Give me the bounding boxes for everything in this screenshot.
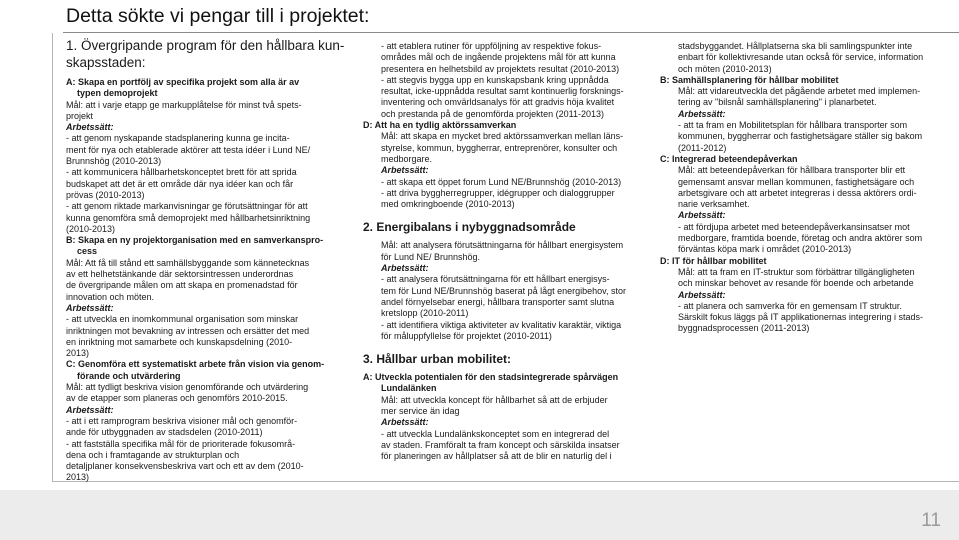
subheading: C: Genomföra ett systematiskt arbete från vision via genom- bbox=[66, 359, 325, 370]
method-label: Arbetssätt: bbox=[381, 165, 429, 176]
subheading: D: Att ha en tydlig aktörssamverkan bbox=[363, 120, 517, 131]
goal-text: Mål: att utveckla koncept för hållbarhet så att de erbjuder bbox=[381, 394, 608, 405]
body-line: (2010-2013) bbox=[66, 223, 116, 234]
method-label: Arbetssätt: bbox=[381, 263, 429, 274]
method-label: Arbetssätt: bbox=[66, 404, 114, 415]
method-label: Arbetssätt: bbox=[678, 210, 726, 221]
body-line: de övergripande målen om att skapa en promenadstad för bbox=[66, 280, 298, 291]
body-line: för Lund NE/ Brunnshög. bbox=[381, 251, 481, 262]
body-line: medborgare. bbox=[381, 153, 433, 164]
body-line: av ett helhetstänkande där sektorsintressen underordnas bbox=[66, 269, 294, 280]
section-heading: 3. Hållbar urban mobilitet: bbox=[363, 352, 512, 367]
body-line: medborgare, framtida boende, företag och andra aktörer som bbox=[678, 233, 923, 244]
goal-text: Mål: att analysera förutsättningarna för hållbart energisystem bbox=[381, 240, 624, 251]
method-label: Arbetssätt: bbox=[66, 302, 114, 313]
method-label: Arbetssätt: bbox=[66, 122, 114, 133]
section-heading: 2. Energibalans i nybyggnadsområde bbox=[363, 220, 576, 235]
body-line: dena och i framtagande av strukturplan och bbox=[66, 449, 240, 460]
column-right bbox=[660, 41, 930, 335]
body-line: ande för utbyggnaden av stadsdelen (2010-2011) bbox=[66, 427, 263, 438]
body-line: presentera en helhetsbild av projektets resultat (2010-2013) bbox=[381, 63, 620, 74]
body-line: - att stegvis bygga upp en kunskapsbank kring uppnådda bbox=[381, 74, 609, 85]
body-line: budskapet att det är ett område där nya idéer kan och får bbox=[66, 178, 294, 189]
body-line: och prestanda på de genomförda projekten (2011-2013) bbox=[381, 108, 604, 119]
body-line: och minskar behovet av resande för boende och arbetande bbox=[678, 278, 914, 289]
body-line: 2013) bbox=[66, 472, 90, 483]
subheading-cont: cess bbox=[77, 246, 98, 257]
body-line: tering av "bilsnål samhällsplanering" i planarbetet. bbox=[678, 97, 877, 108]
body-line: styrelse, kommun, byggherrar, entreprenörer, konsulter och bbox=[381, 142, 618, 153]
method-label: Arbetssätt: bbox=[678, 108, 726, 119]
body-line: byggnadsprocessen (2011-2013) bbox=[678, 323, 810, 334]
footer-bar bbox=[0, 490, 959, 540]
body-line: mer service än idag bbox=[381, 406, 460, 417]
subheading: B: Skapa en ny projektorganisation med en samverkanspro- bbox=[66, 235, 324, 246]
goal-text: Mål: att tydligt beskriva vision genomförande och utvärdering bbox=[66, 382, 309, 393]
subheading: B: Samhällsplanering för hållbar mobilitet bbox=[660, 74, 839, 85]
body-line: - att ta fram en Mobilitetsplan för hållbara transporter som bbox=[678, 120, 908, 131]
page-number: 11 bbox=[921, 510, 941, 531]
body-line: områdes mål och de ingående projektens mål för att kunna bbox=[381, 52, 616, 63]
body-line: Särskilt fokus läggs på IT applikationernas integrering i stads- bbox=[678, 312, 923, 323]
body-line: stadsbyggandet. Hållplatserna ska bli samlingspunkter inte bbox=[678, 41, 913, 51]
section-heading: 1. Övergripande program för den hållbara kun- bbox=[66, 38, 345, 53]
body-line: - att planera och samverka för en gemensam IT struktur. bbox=[678, 300, 902, 311]
body-line: - att genom riktade markanvisningar ge förutsättningar för att bbox=[66, 201, 308, 212]
body-line: - att utveckla en inomkommunal organisation som minskar bbox=[66, 314, 299, 325]
body-line: arbetsgivare och att arbetet integreras i dessa aktörers ordi- bbox=[678, 187, 917, 198]
body-line: - att identifiera viktiga aktiviteter av kvalitativ karaktär, viktiga bbox=[381, 319, 622, 330]
body-line: - att i ett ramprogram beskriva visioner mål och genomför- bbox=[66, 415, 298, 426]
body-line: 2013) bbox=[66, 348, 90, 359]
body-line: enbart för kollektivresande utan också för service, information bbox=[678, 52, 924, 63]
body-line: prövas (2010-2013) bbox=[66, 189, 145, 200]
section-heading-cont: skapsstaden: bbox=[66, 54, 146, 70]
body-line: - att etablera rutiner för uppföljning av respektive fokus- bbox=[381, 41, 602, 51]
body-line: gemensamt ansvar mellan kommunen, fastighetsägare och bbox=[678, 176, 915, 187]
goal-text: Mål: att beteendepåverkan för hållbara transporter blir ett bbox=[678, 165, 906, 176]
goal-text: Mål: att skapa en mycket bred aktörssamverkan mellan läns- bbox=[381, 131, 624, 142]
body-line: andel förnyelsebar energi, hållbara transporter samt slutna bbox=[381, 296, 615, 307]
slide-title: Detta sökte vi pengar till i projektet: bbox=[66, 5, 370, 27]
method-label: Arbetssätt: bbox=[678, 289, 726, 300]
body-line: kunna genomföra små demoprojekt med hållbarhetsinriktning bbox=[66, 212, 311, 223]
body-line: för måluppfyllelse för projektet (2010-2011) bbox=[381, 330, 552, 341]
subheading: C: Integrerad beteendepåverkan bbox=[660, 153, 798, 164]
body-line: kommunen, byggherrar och fastighetsägare ställer sig bakom bbox=[678, 131, 923, 142]
subheading: A: Utveckla potentialen för den stadsintegrerade spårvägen bbox=[363, 372, 619, 383]
column-left bbox=[66, 38, 345, 484]
subheading-cont: typen demoprojekt bbox=[77, 88, 158, 99]
goal-text: Mål: Att få till stånd ett samhällsbyggande som kännetecknas bbox=[66, 257, 310, 268]
body-line: för planeringen av hållplatser så att de blir en naturlig del i bbox=[381, 451, 612, 462]
subheading-cont: förande och utvärdering bbox=[77, 370, 181, 381]
subheading: A: Skapa en portfölj av specifika projekt som alla är av bbox=[66, 77, 300, 87]
body-line: - att fördjupa arbetet med beteendepåverkansinsatser mot bbox=[678, 221, 910, 232]
body-line: projekt bbox=[66, 110, 94, 121]
body-line: innovation och möten. bbox=[66, 291, 155, 302]
body-line: kretslopp (2010-2011) bbox=[381, 308, 469, 319]
method-label: Arbetssätt: bbox=[381, 417, 429, 428]
body-line: - att utveckla Lundalänkskonceptet som en integrerad del bbox=[381, 428, 610, 439]
body-line: av staden. Framföralt ta fram koncept och särskilda insatser bbox=[381, 439, 620, 450]
body-line: av de etapper som planeras och genomförs 2010-2015. bbox=[66, 393, 288, 404]
body-line: (2011-2012) bbox=[678, 142, 727, 153]
body-line: - att kommunicera hållbarhetskonceptet brett för att sprida bbox=[66, 167, 297, 178]
subheading-cont: Lundalänken bbox=[381, 383, 437, 394]
body-line: tem för Lund NE/Brunnshög baserat på lågt energibehov, stor bbox=[381, 285, 626, 296]
goal-text: Mål: att vidareutveckla det pågående arbetet med implemen- bbox=[678, 86, 921, 97]
body-line: - att skapa ett öppet forum Lund NE/Brunnshög (2010-2013) bbox=[381, 176, 622, 187]
body-line: förväntas köpa mark i området (2010-2013) bbox=[678, 244, 852, 255]
body-line: en inriktning mot samarbete och kunskapsdelning (2010- bbox=[66, 336, 293, 347]
body-line: inriktningen mot bevakning av intressen och ersätter det med bbox=[66, 325, 310, 336]
body-line: - att driva byggherregrupper, idégrupper och dialoggrupper bbox=[381, 187, 615, 198]
body-line: ment för nya och etablerade aktörer att testa idéer i Lund NE/ bbox=[66, 144, 311, 155]
body-line: narie verksamhet. bbox=[678, 199, 750, 210]
body-line: resultat, icke-uppnådda resultat samt kontinuerlig forsknings- bbox=[381, 86, 624, 97]
body-line: och möten (2010-2013) bbox=[678, 63, 772, 74]
body-line: inventering och omvärldsanalys för att gradvis höja kvalitet bbox=[381, 97, 615, 108]
subheading: D: IT för hållbar mobilitet bbox=[660, 255, 767, 266]
body-line: detaljplaner konsekvensbeskriva vart och ett av dem (2010- bbox=[66, 461, 304, 472]
body-line: - att analysera förutsättningarna för ett hållbart energisys- bbox=[381, 274, 610, 285]
body-line: med omkringboende (2010-2013) bbox=[381, 199, 515, 210]
goal-text: Mål: att ta fram en IT-struktur som förbättrar tillgängligheten bbox=[678, 266, 915, 277]
column-middle bbox=[363, 41, 631, 463]
body-line: Brunnshög (2010-2013) bbox=[66, 156, 162, 167]
body-line: - att fastställa specifika mål för de prioriterade fokusområ- bbox=[66, 438, 296, 449]
body-line: - att genom nyskapande stadsplanering kunna ge incita- bbox=[66, 133, 290, 144]
goal-text: Mål: att i varje etapp ge markupplåtelse för minst två spets- bbox=[66, 99, 302, 110]
